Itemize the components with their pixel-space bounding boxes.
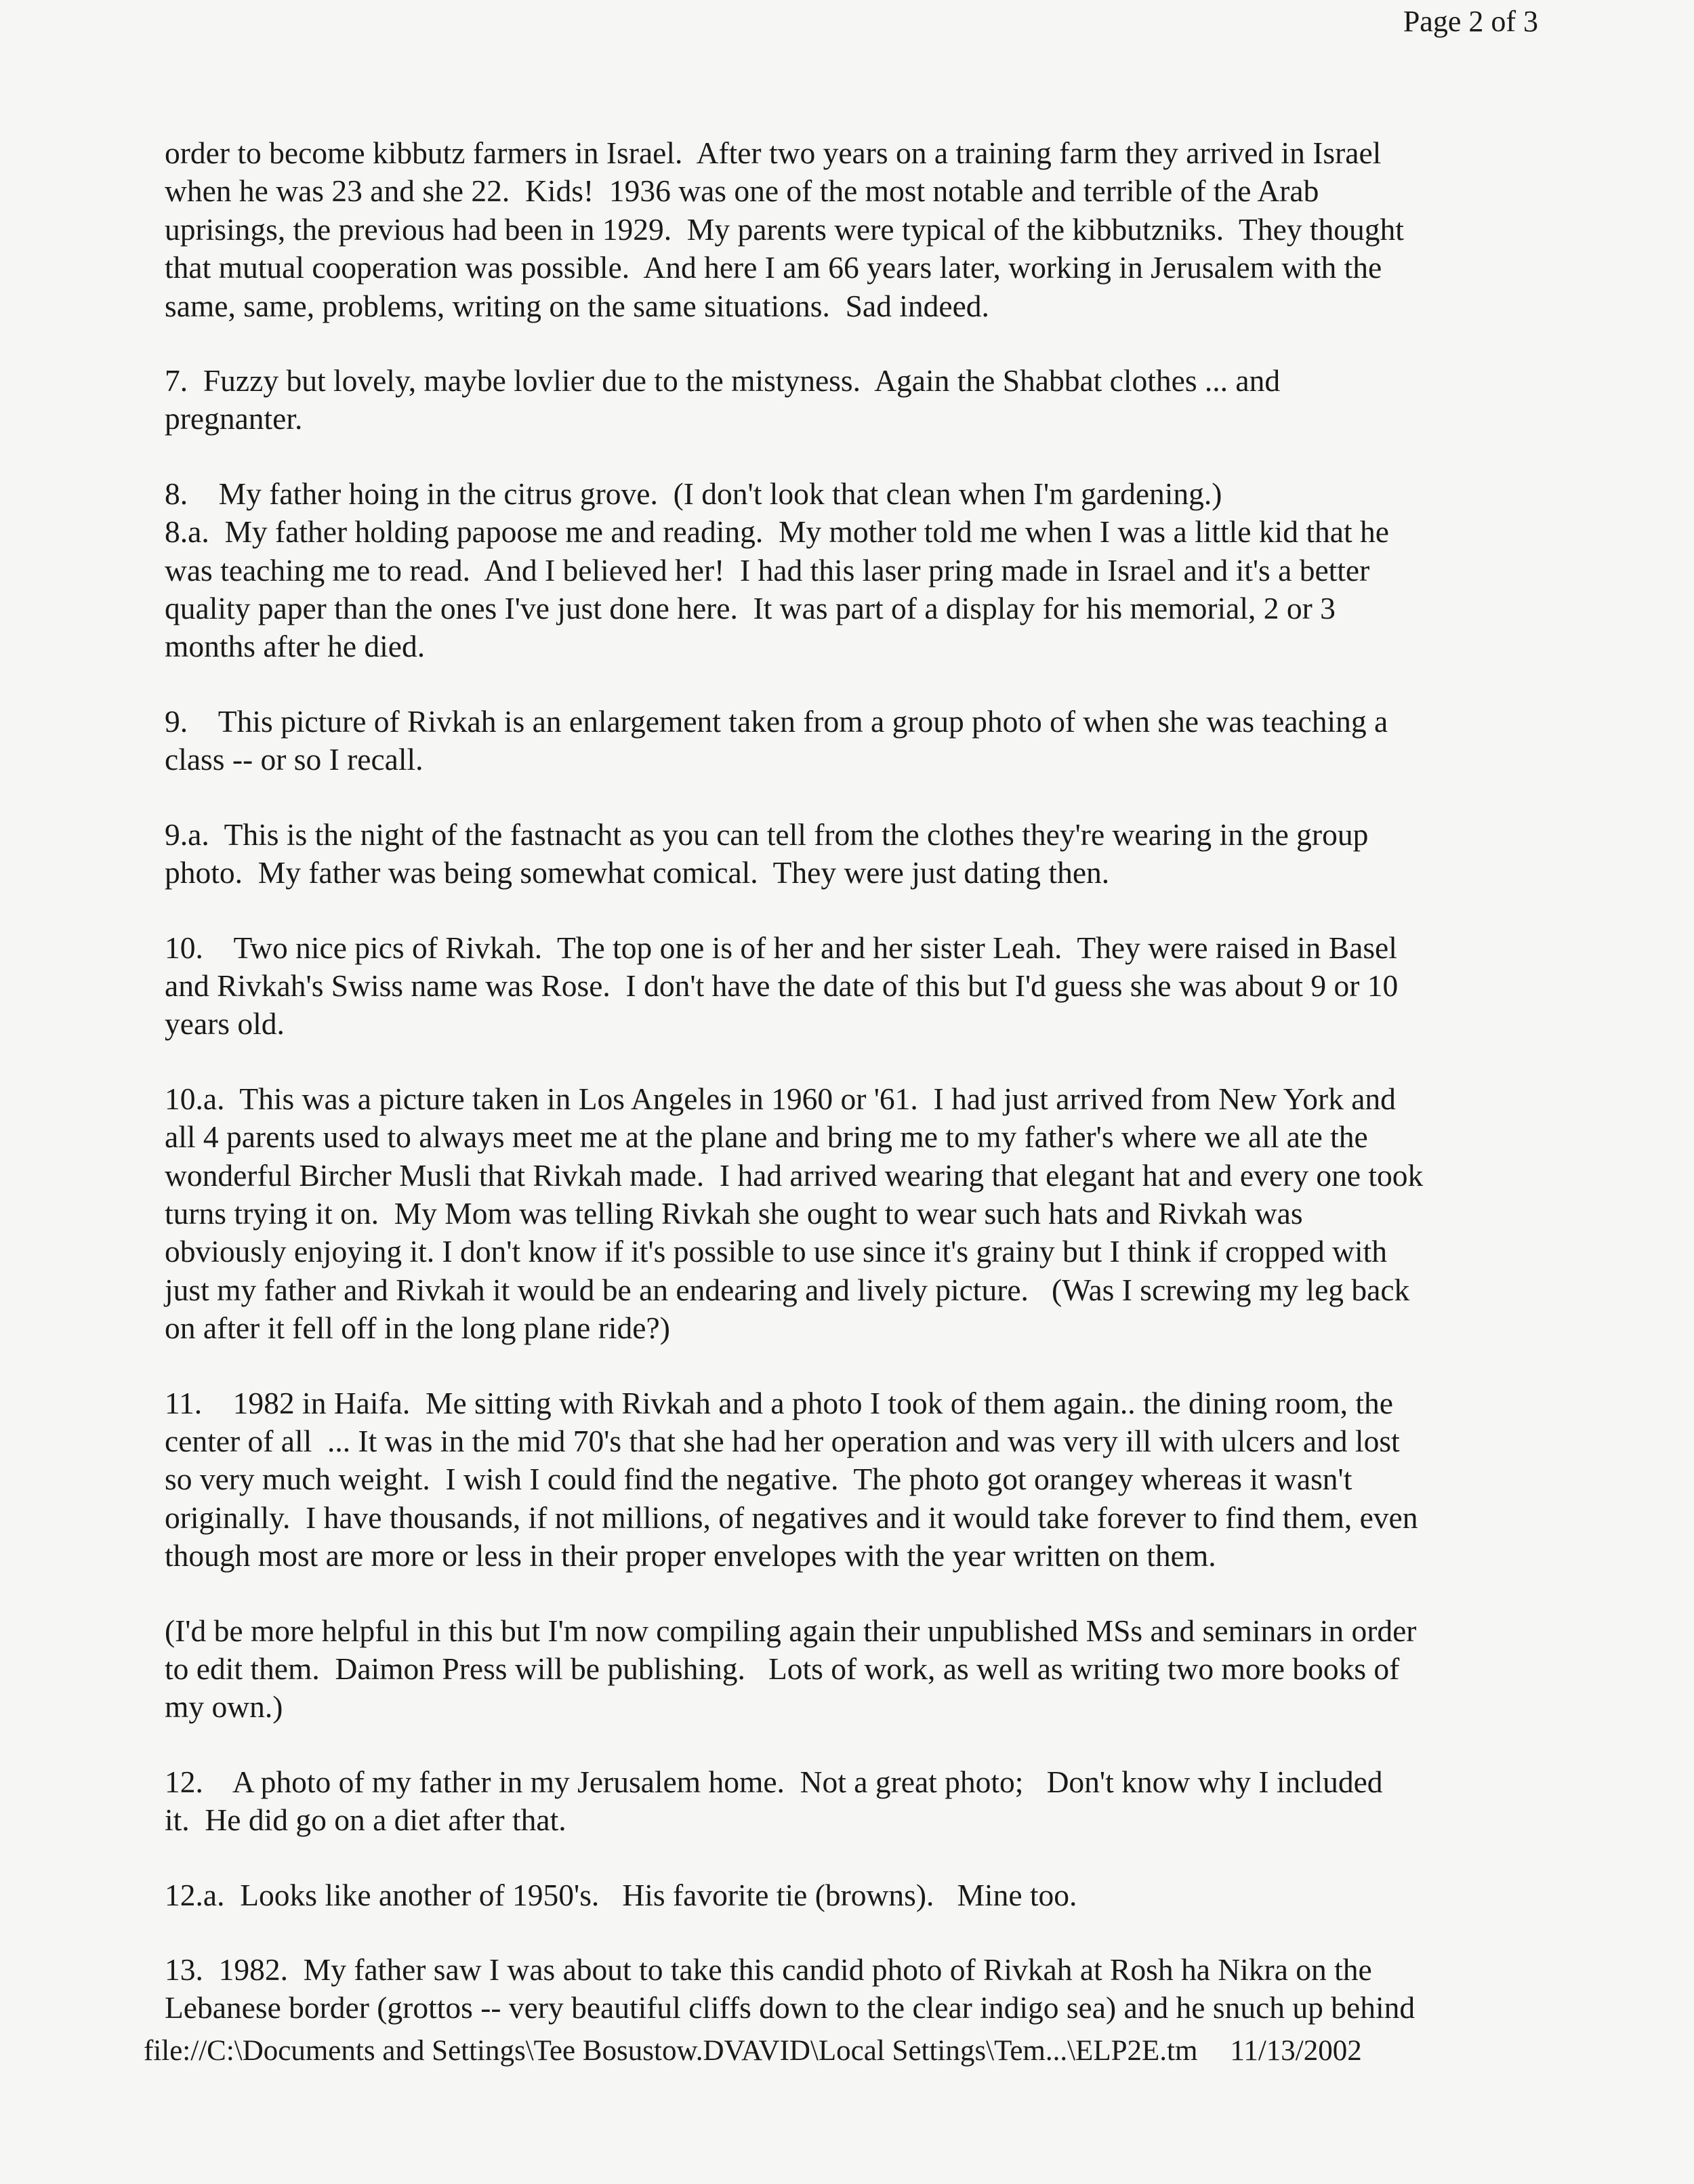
page-footer [144,2034,1362,2069]
text-line: when he was 23 and she 22. Kids! 1936 was one of the most notable and terrible of the Arab [165,173,1319,209]
text-line: was teaching me to read. And I believed her! I had this laser pring made in Israel and it's a better [165,552,1370,588]
text-line: 13. 1982. My father saw I was about to take this candid photo of Rivkah at Rosh ha Nikra on the [165,1952,1372,1987]
paragraph [165,134,1561,325]
paragraph [165,475,1561,666]
text-line: photo. My father was being somewhat comical. They were just dating then. [165,855,1110,890]
paragraph [165,1876,1561,1914]
text-line: pregnanter. [165,401,303,436]
document-body [165,134,1561,2064]
text-line: center of all ... It was in the mid 70's that she had her operation and was very ill with ulcers and lost [165,1423,1400,1458]
text-line: 12.a. Looks like another of 1950's. His favorite tie (browns). Mine too. [165,1877,1077,1912]
text-line: 10.a. This was a picture taken in Los Angeles in 1960 or '61. I had just arrived from New York and [165,1081,1396,1116]
text-line: it. He did go on a diet after that. [165,1802,566,1838]
text-line: just my father and Rivkah it would be an endearing and lively picture. (Was I screwing my leg back [165,1272,1410,1307]
text-line: to edit them. Daimon Press will be publishing. Lots of work, as well as writing two more books of [165,1651,1400,1686]
page-number: Page 2 of 3 [1403,5,1538,38]
text-line: 9.a. This is the night of the fastnacht as you can tell from the clothes they're wearing in the group [165,817,1369,852]
text-line: 9. This picture of Rivkah is an enlargement taken from a group photo of when she was teaching a [165,703,1388,739]
text-line: 8.a. My father holding papoose me and reading. My mother told me when I was a little kid that he [165,514,1389,550]
text-line: 7. Fuzzy but lovely, maybe lovlier due to the mistyness. Again the Shabbat clothes ... and [165,363,1281,398]
text-line: and Rivkah's Swiss name was Rose. I don't have the date of this but I'd guess she was about 9 or 10 [165,968,1399,1003]
text-line: obviously enjoying it. I don't know if it's possible to use since it's grainy but I think if cropped with [165,1234,1387,1269]
text-line: all 4 parents used to always meet me at the plane and bring me to my father's where we all ate the [165,1119,1368,1155]
text-line: (I'd be more helpful in this but I'm now compiling again their unpublished MSs and seminars in order [165,1613,1417,1648]
text-line: 8. My father hoing in the citrus grove. (I don't look that clean when I'm gardening.) [165,476,1222,511]
text-line: years old. [165,1006,285,1042]
text-line: so very much weight. I wish I could find the negative. The photo got orangey whereas it wasn't [165,1462,1352,1497]
paragraph [165,1951,1561,2027]
paragraph [165,1612,1561,1727]
text-line: quality paper than the ones I've just done here. It was part of a display for his memorial, 2 or 3 [165,591,1336,626]
text-line: on after it fell off in the long plane ride?) [165,1311,670,1346]
paragraph [165,1384,1561,1575]
paragraph [165,929,1561,1044]
text-line: my own.) [165,1689,283,1725]
footer-date: 11/13/2002 [1230,2035,1362,2067]
text-line: wonderful Bircher Musli that Rivkah made. I had arrived wearing that elegant hat and every one took [165,1157,1424,1193]
paragraph [165,362,1561,438]
text-line: months after he died. [165,629,426,664]
text-line: uprisings, the previous had been in 1929. My parents were typical of the kibbutzniks. They thought [165,211,1404,247]
text-line: 11. 1982 in Haifa. Me sitting with Rivkah and a photo I took of them again.. the dining room, the [165,1385,1393,1420]
text-line: turns trying it on. My Mom was telling Rivkah she ought to wear such hats and Rivkah was [165,1195,1303,1231]
text-line: 12. A photo of my father in my Jerusalem home. Not a great photo; Don't know why I included [165,1764,1383,1799]
text-line: originally. I have thousands, if not millions, of negatives and it would take forever to find them, even [165,1500,1418,1535]
footer-file-path: file://C:\Documents and Settings\Tee Bosustow.DVAVID\Local Settings\Tem...\ELP2E.tm [144,2035,1198,2067]
paragraph [165,816,1561,892]
text-line: same, same, problems, writing on the same situations. Sad indeed. [165,288,989,323]
text-line: 10. Two nice pics of Rivkah. The top one is of her and her sister Leah. They were raised in Basel [165,930,1397,965]
paragraph [165,1763,1561,1840]
text-line: order to become kibbutz farmers in Israel. After two years on a training farm they arrived in Israel [165,136,1382,170]
text-line: class -- or so I recall. [165,742,424,777]
paragraph [165,1080,1561,1348]
text-line: though most are more or less in their proper envelopes with the year written on them. [165,1538,1216,1573]
text-line: that mutual cooperation was possible. And here I am 66 years later, working in Jerusalem with the [165,250,1382,285]
paragraph [165,703,1561,779]
text-line: Lebanese border (grottos -- very beautiful cliffs down to the clear indigo sea) and he snuch up behind [165,1990,1416,2025]
